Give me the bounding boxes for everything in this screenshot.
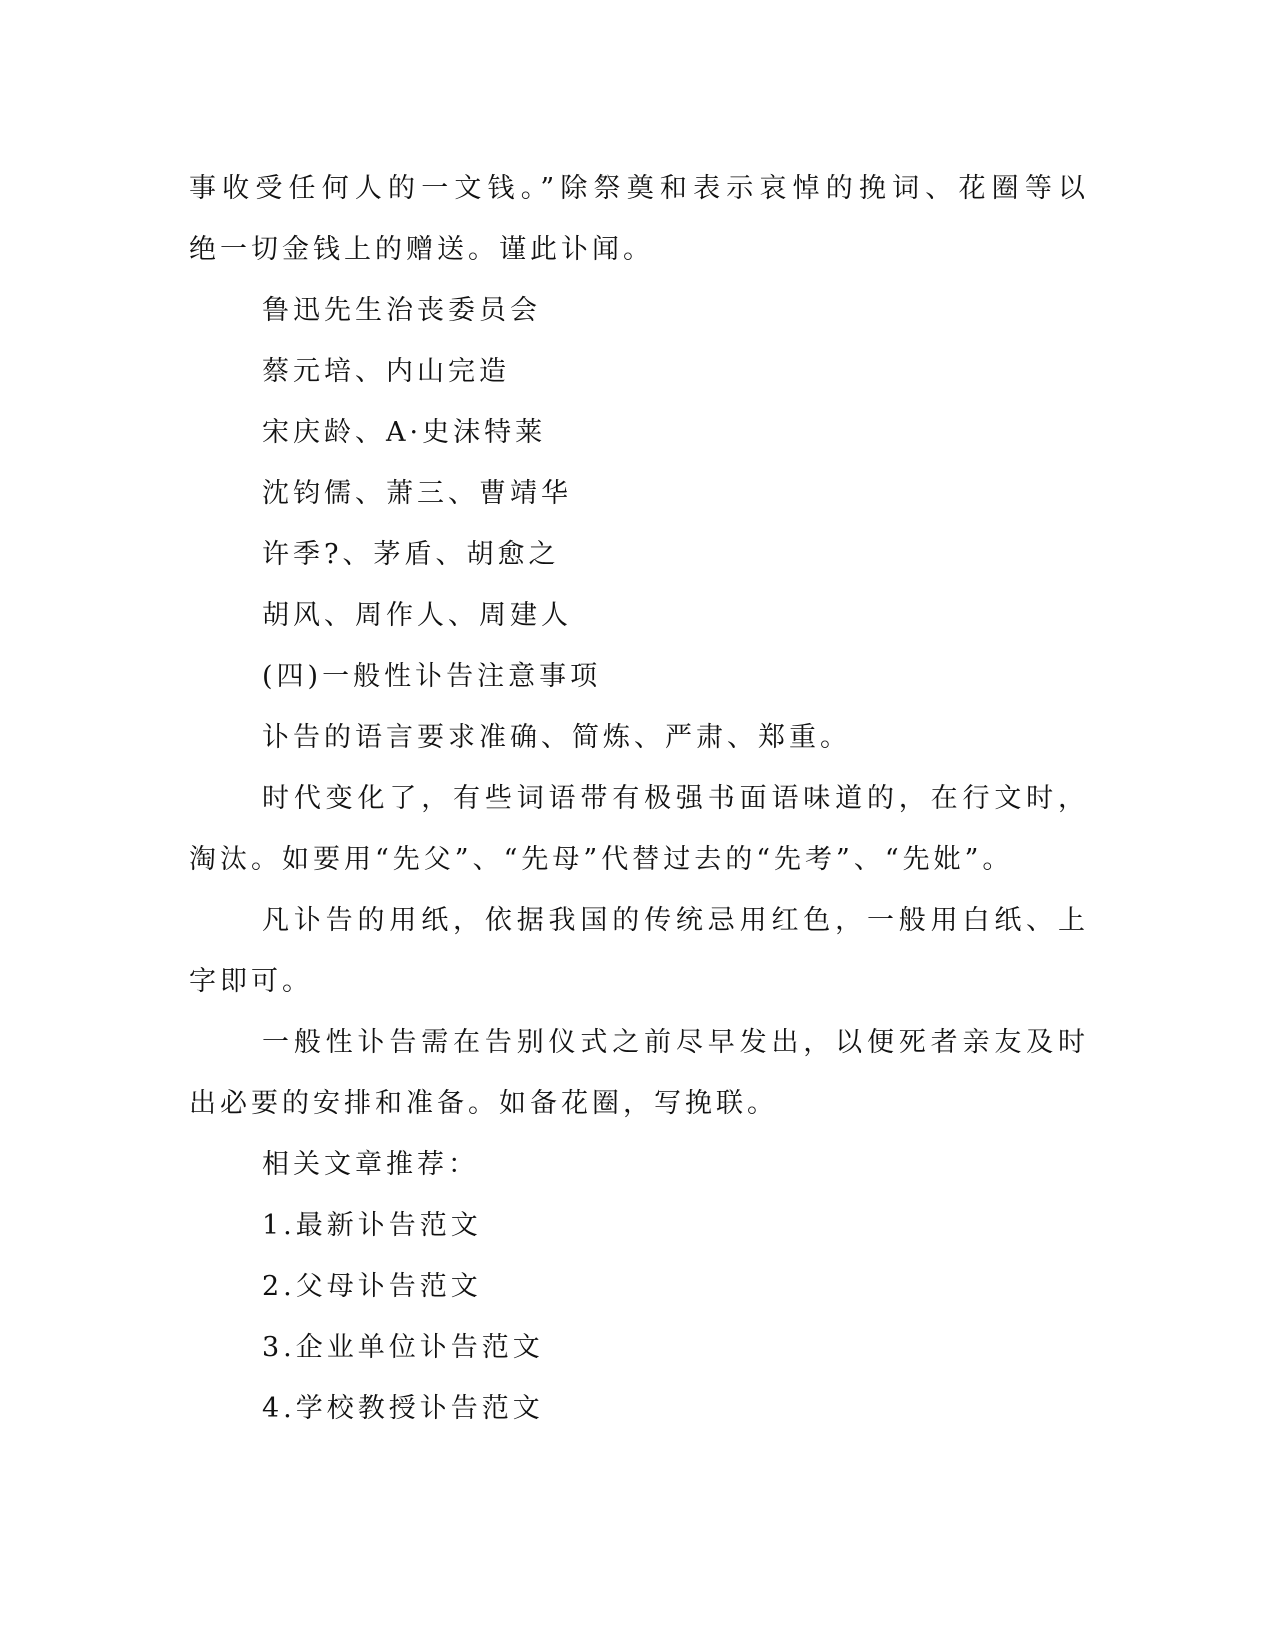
committee-members: 许季?、茅盾、胡愈之: [262, 539, 560, 570]
paragraph-line: 事收受任何人的一文钱。”除祭奠和表示哀悼的挽词、花圈等以: [189, 173, 1089, 204]
related-article-link: 2.父母讣告范文: [262, 1271, 482, 1302]
committee-members: 宋庆龄、A·史沫特莱: [262, 417, 547, 448]
paragraph-line: 一般性讣告需在告别仪式之前尽早发出，以便死者亲友及时: [262, 1027, 1089, 1058]
document-page: [189, 158, 1089, 1439]
related-article-link: 1.最新讣告范文: [262, 1210, 482, 1241]
paragraph-line: 凡讣告的用纸，依据我国的传统忌用红色，一般用白纸、上: [262, 905, 1089, 936]
related-article-link: 4.学校教授讣告范文: [262, 1393, 544, 1424]
paragraph-line: 淘汰。如要用“先父”、“先母”代替过去的“先考”、“先妣”。: [189, 844, 1014, 875]
committee-members: 蔡元培、内山完造: [262, 356, 510, 387]
paragraph-line: 绝一切金钱上的赠送。谨此讣闻。: [189, 234, 654, 265]
committee-members: 胡风、周作人、周建人: [262, 600, 572, 631]
paragraph-line: 时代变化了，有些词语带有极强书面语味道的，在行文时，: [262, 783, 1089, 814]
section-heading: (四)一般性讣告注意事项: [262, 661, 602, 692]
related-articles-heading: 相关文章推荐：: [262, 1149, 479, 1180]
paragraph-line: 字即可。: [189, 966, 313, 997]
committee-members: 沈钧儒、萧三、曹靖华: [262, 478, 572, 509]
paragraph-line: 出必要的安排和准备。如备花圈，写挽联。: [189, 1088, 778, 1119]
committee-title: 鲁迅先生治丧委员会: [262, 295, 541, 326]
paragraph-line: 讣告的语言要求准确、简炼、严肃、郑重。: [262, 722, 851, 753]
related-article-link: 3.企业单位讣告范文: [262, 1332, 544, 1363]
